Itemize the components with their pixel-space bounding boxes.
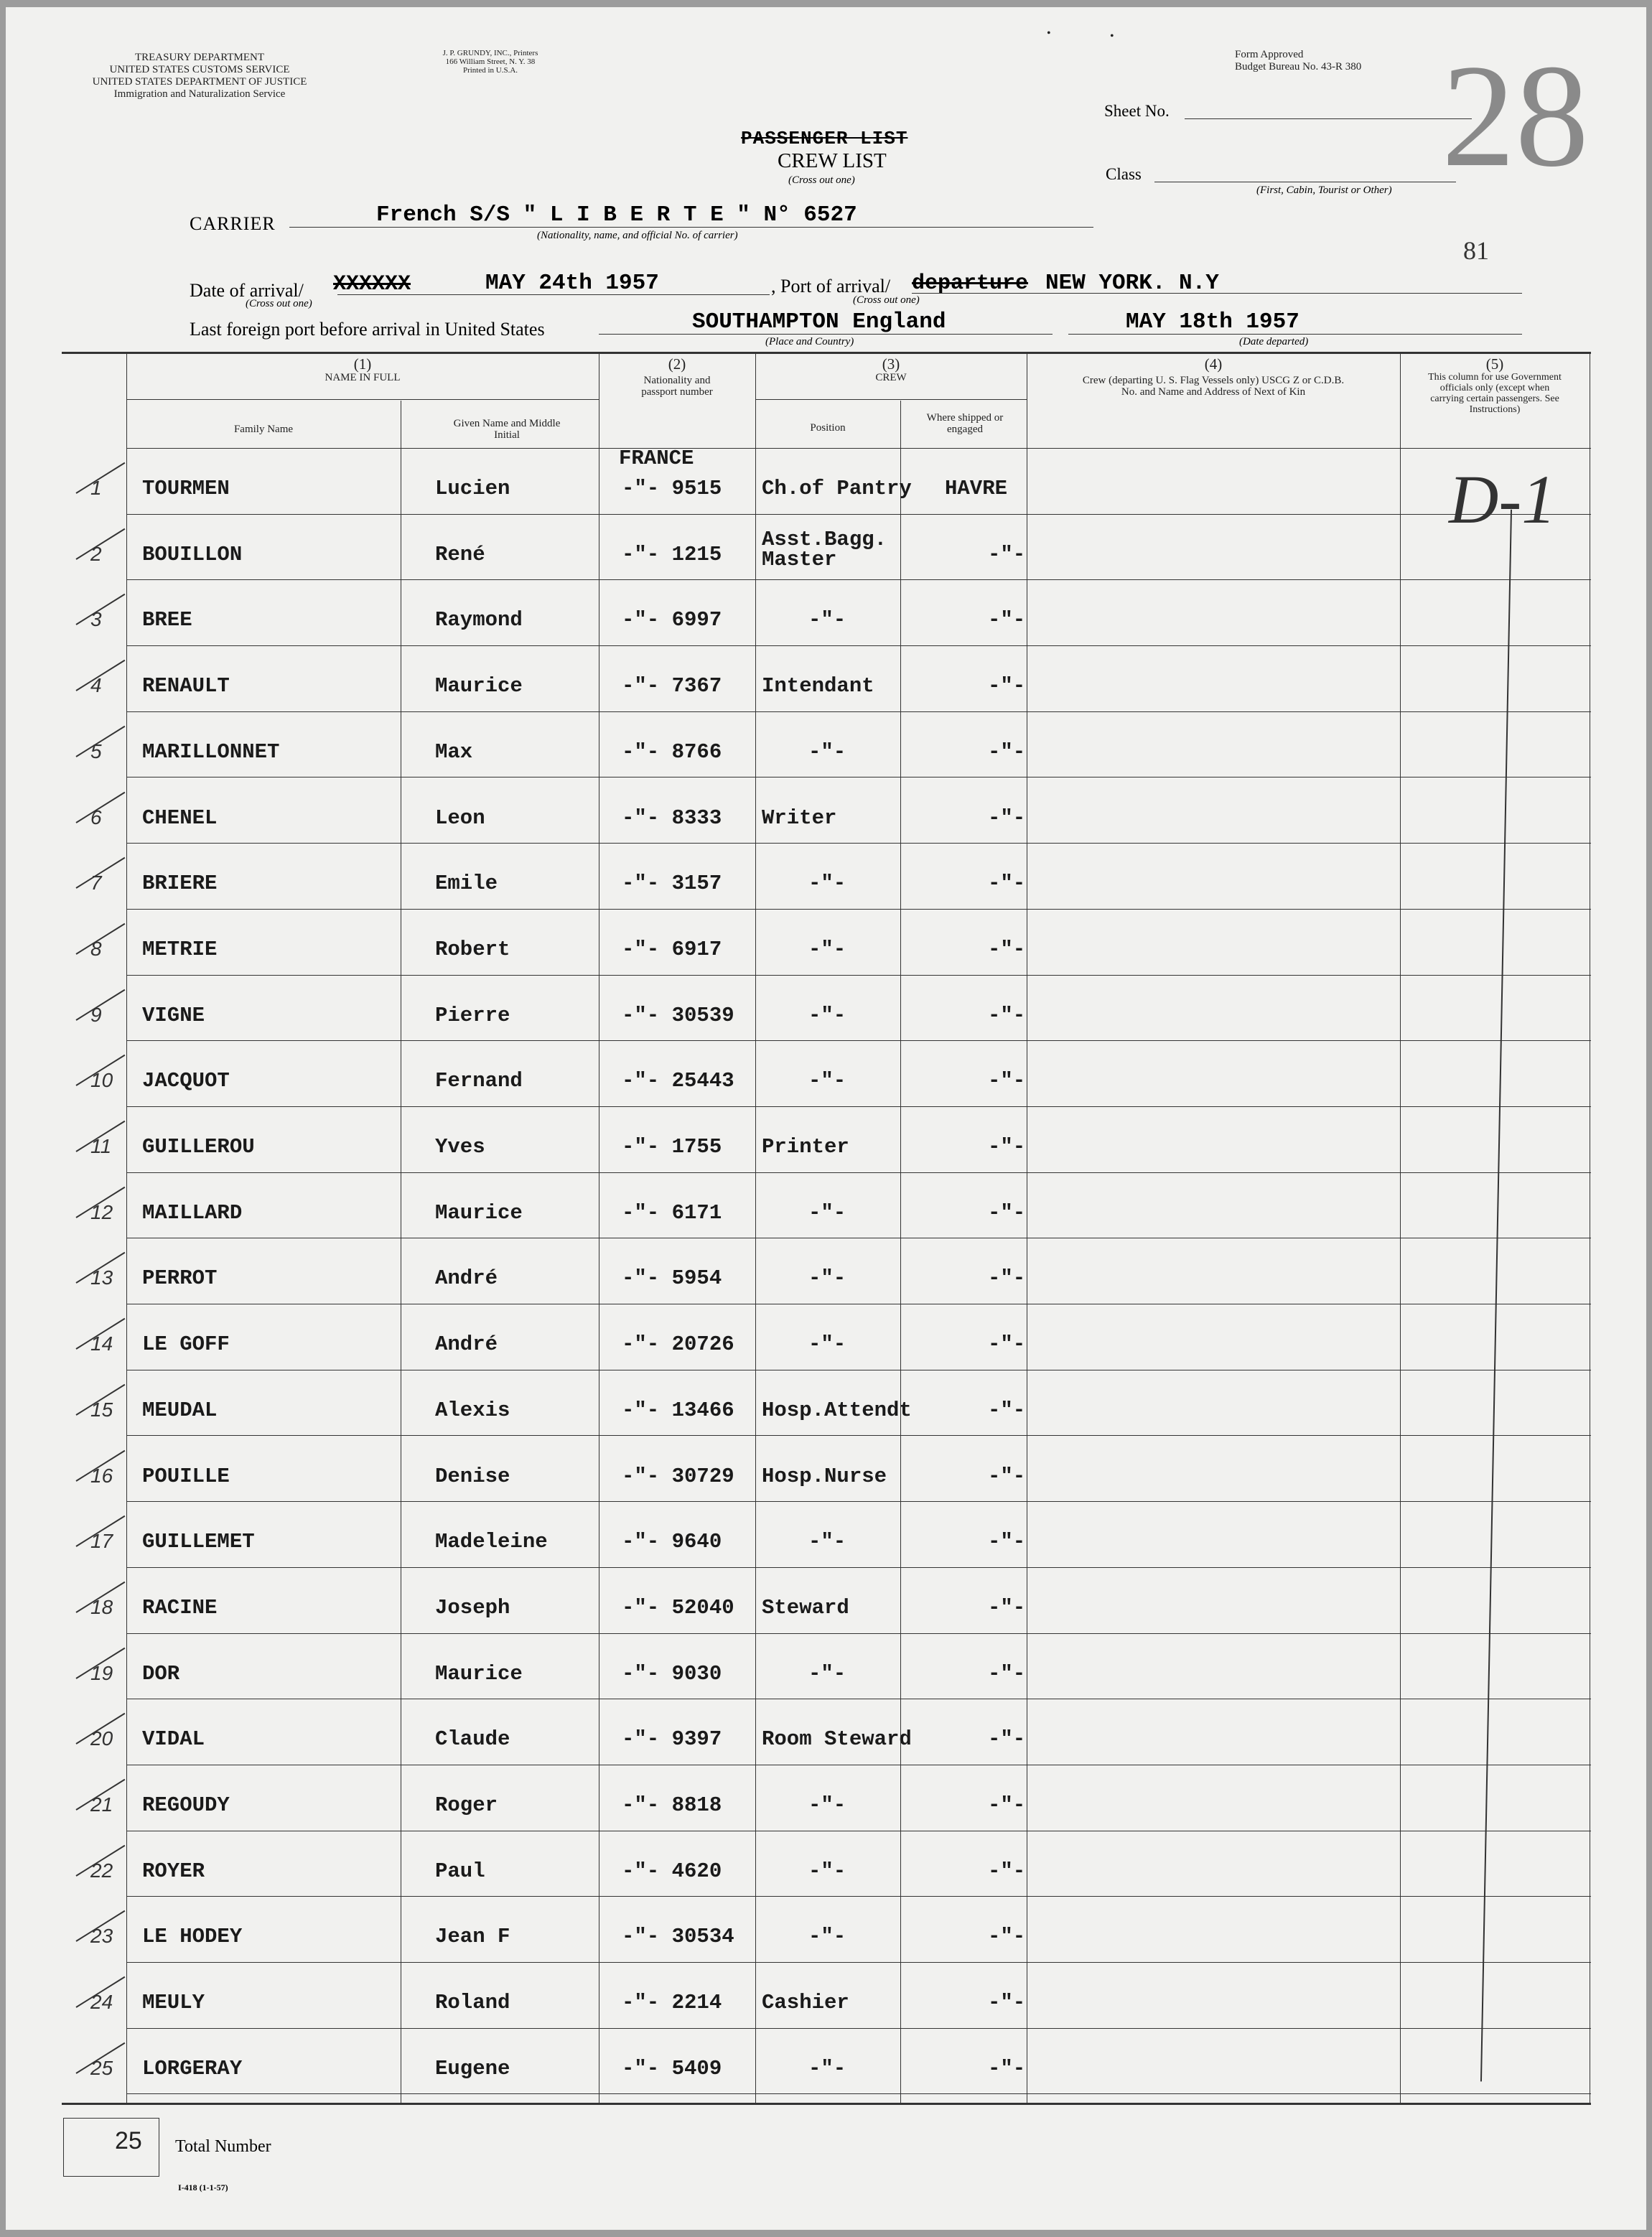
- passport-number: -"- 4620: [622, 1859, 722, 1883]
- table-row: [62, 1896, 1591, 1962]
- passenger-list-struck: PASSENGER LIST: [741, 128, 908, 149]
- table-row: [62, 645, 1591, 711]
- family-name-header: Family Name: [233, 424, 294, 435]
- official-mark: D-1: [1449, 461, 1557, 538]
- dept-line: UNITED STATES CUSTOMS SERVICE: [109, 64, 290, 75]
- passport-number: -"- 1755: [622, 1135, 722, 1159]
- printer-line: 166 William Street, N. Y. 38: [445, 57, 536, 66]
- given-name: Denise: [435, 1464, 510, 1488]
- given-name: Raymond: [435, 608, 523, 632]
- passport-number: -"- 9640: [622, 1530, 722, 1554]
- where-shipped: -"-: [988, 1991, 1026, 2015]
- crew-position: Printer: [762, 1135, 849, 1159]
- family-name: VIGNE: [142, 1003, 205, 1027]
- where-shipped: -"-: [988, 805, 1026, 830]
- given-name: Joseph: [435, 1595, 510, 1620]
- where-shipped: -"-: [988, 1859, 1026, 1883]
- crew-position: Ch.of Pantry: [762, 477, 912, 500]
- passport-number: -"- 9515: [622, 477, 722, 500]
- date-of-arrival-value: MAY 24th 1957: [485, 271, 659, 296]
- crew-position: -"-: [808, 1332, 846, 1357]
- given-name: Eugene: [435, 2056, 510, 2080]
- row-number: 1: [90, 477, 102, 499]
- ink-dot: •: [1047, 27, 1051, 39]
- table-row: [62, 1567, 1591, 1633]
- given-name: Lucien: [435, 477, 510, 500]
- passport-number: -"- 6917: [622, 937, 722, 961]
- crew-position: -"-: [808, 1859, 846, 1883]
- table-row: [62, 1962, 1591, 2028]
- crew-position: Hosp.Nurse: [762, 1464, 887, 1488]
- row-number: 17: [90, 1530, 113, 1553]
- passport-number: -"- 30539: [622, 1003, 734, 1027]
- col4-number: (4): [1204, 355, 1223, 373]
- form-approved-text: Form Approved: [1235, 49, 1304, 60]
- struck-text: departure: [912, 271, 1029, 296]
- family-name: BREE: [142, 608, 192, 632]
- where-shipped: -"-: [988, 1332, 1026, 1357]
- crew-list-document: [6, 7, 1646, 2230]
- family-name: RENAULT: [142, 674, 230, 699]
- class-label: Class: [1106, 165, 1142, 183]
- given-name: Max: [435, 739, 473, 764]
- table-row: [62, 1172, 1591, 1238]
- passport-number: -"- 2214: [622, 1991, 722, 2015]
- given-name: Yves: [435, 1135, 485, 1159]
- passport-number: -"- 20726: [622, 1332, 734, 1357]
- crew-position: -"-: [808, 1793, 846, 1817]
- passport-number: -"- 7367: [622, 674, 722, 699]
- table-bottom-rule: [62, 2103, 1591, 2105]
- given-name: Leon: [435, 805, 485, 830]
- given-name: Paul: [435, 1859, 485, 1883]
- department-header: [34, 52, 365, 101]
- row-number: 14: [90, 1332, 113, 1355]
- date-of-arrival-label: Date of arrival/: [190, 280, 304, 301]
- carrier-caption: (Nationality, name, and official No. of carrier): [537, 230, 738, 241]
- row-number: 3: [90, 608, 102, 631]
- table-row: [62, 1370, 1591, 1436]
- carrier-label: CARRIER: [190, 213, 276, 234]
- col5-title: This column for use Government officials only (except when carrying certain passengers. See Instructions): [1428, 372, 1562, 415]
- where-shipped: -"-: [988, 937, 1026, 961]
- dept-line: TREASURY DEPARTMENT: [134, 52, 265, 63]
- passport-number: -"- 52040: [622, 1595, 734, 1620]
- given-name: Roger: [435, 1793, 498, 1817]
- crew-position: Asst.Bagg. Master: [762, 527, 887, 571]
- family-name: DOR: [142, 1661, 180, 1686]
- table-row: [62, 843, 1591, 909]
- table-row: [62, 1831, 1591, 1897]
- table-row: [62, 1040, 1591, 1106]
- col3-number: (3): [882, 355, 900, 373]
- table-row: [62, 514, 1591, 580]
- where-shipped: -"-: [988, 872, 1026, 896]
- table-row: [62, 1238, 1591, 1304]
- crew-position: -"-: [808, 1661, 846, 1686]
- where-shipped: -"-: [988, 608, 1026, 632]
- family-name: METRIE: [142, 937, 218, 961]
- given-name: Jean F: [435, 1925, 510, 1949]
- sheet-no-underline: [1185, 118, 1472, 119]
- last-foreign-port-value: SOUTHAMPTON England: [692, 309, 946, 335]
- crew-position: Hosp.Attendt: [762, 1398, 912, 1422]
- given-name: Emile: [435, 872, 498, 896]
- crew-position: -"-: [808, 937, 846, 961]
- where-shipped: -"-: [988, 1003, 1026, 1027]
- given-name: Robert: [435, 937, 510, 961]
- col4-header: [1027, 356, 1400, 398]
- where-shipped: -"-: [988, 1266, 1026, 1291]
- last-foreign-port-label: Last foreign port before arrival in United States: [190, 319, 545, 340]
- row-number: 13: [90, 1266, 113, 1289]
- passport-number: -"- 13466: [622, 1398, 734, 1422]
- row-number: 6: [90, 805, 102, 828]
- port-of-arrival-value: NEW YORK. N.Y: [1045, 271, 1219, 296]
- row-number: 22: [90, 1859, 113, 1882]
- where-shipped: -"-: [988, 1530, 1026, 1554]
- col2-header: [599, 356, 755, 398]
- passport-number: -"- 5954: [622, 1266, 722, 1291]
- row-number: 15: [90, 1398, 113, 1421]
- passport-number: -"- 6171: [622, 1200, 722, 1225]
- given-name: Madeleine: [435, 1530, 548, 1554]
- table-row: [62, 711, 1591, 777]
- date-departed-caption: (Date departed): [1239, 336, 1309, 347]
- crew-position: -"-: [808, 1003, 846, 1027]
- table-row: [62, 448, 1591, 514]
- given-name: Fernand: [435, 1069, 523, 1093]
- passport-number: -"- 8818: [622, 1793, 722, 1817]
- where-shipped: -"-: [988, 1661, 1026, 1686]
- col1-title: NAME IN FULL: [325, 372, 401, 383]
- crew-position: -"-: [808, 1266, 846, 1291]
- table-row: [62, 1436, 1591, 1502]
- family-name: VIDAL: [142, 1727, 205, 1752]
- family-name: LORGERAY: [142, 2056, 243, 2080]
- col2-number: (2): [668, 355, 686, 373]
- row-number: 11: [90, 1135, 112, 1157]
- cross-out-caption: (Cross out one): [788, 174, 855, 186]
- table-row: [62, 1633, 1591, 1699]
- passport-number: -"- 9397: [622, 1727, 722, 1752]
- crew-position: -"-: [808, 608, 846, 632]
- position-header: Position: [810, 422, 846, 434]
- where-shipped: -"-: [988, 1793, 1026, 1817]
- row-rule: [126, 2093, 1591, 2094]
- where-shipped: -"-: [988, 1925, 1026, 1949]
- passport-number: -"- 1215: [622, 542, 722, 566]
- col2-title: Nationality and passport number: [641, 375, 713, 398]
- passport-number: -"- 6997: [622, 608, 722, 632]
- row-number: 10: [90, 1069, 113, 1092]
- col3-title: CREW: [875, 372, 907, 383]
- row-number: 9: [90, 1003, 102, 1026]
- row-number: 24: [90, 1991, 113, 2014]
- passport-number: -"- 9030: [622, 1661, 722, 1686]
- given-name: André: [435, 1266, 498, 1291]
- where-shipped: -"-: [988, 1595, 1026, 1620]
- cross-out-caption: (Cross out one): [246, 298, 312, 309]
- passport-number: -"- 3157: [622, 872, 722, 896]
- printer-line: Printed in U.S.A.: [462, 66, 518, 75]
- col1-header: [126, 356, 599, 383]
- row-number: 4: [90, 674, 102, 697]
- passport-number: -"- 8766: [622, 739, 722, 764]
- table-row: [62, 1699, 1591, 1765]
- crew-position: -"-: [808, 872, 846, 896]
- printer-imprint: [393, 49, 587, 75]
- col5-number: (5): [1485, 355, 1504, 373]
- crew-position: -"-: [808, 1069, 846, 1093]
- handwritten-number: 81: [1463, 236, 1489, 265]
- table-row: [62, 975, 1591, 1041]
- row-number: 16: [90, 1464, 113, 1487]
- family-name: PERROT: [142, 1266, 218, 1291]
- place-country-caption: (Place and Country): [765, 336, 854, 347]
- where-shipped: -"-: [988, 1200, 1026, 1225]
- passport-number: -"- 25443: [622, 1069, 734, 1093]
- family-name: LE GOFF: [142, 1332, 230, 1357]
- row-number: 21: [90, 1793, 113, 1816]
- family-name: BRIERE: [142, 872, 218, 896]
- where-shipped: -"-: [988, 1727, 1026, 1752]
- port-of-arrival-label: , Port of arrival/: [771, 276, 891, 296]
- crew-position: Steward: [762, 1595, 849, 1620]
- cross-out-caption: (Cross out one): [853, 294, 920, 306]
- passport-number: -"- 30729: [622, 1464, 734, 1488]
- date-departed-value: MAY 18th 1957: [1126, 309, 1299, 335]
- where-shipped: -"-: [988, 674, 1026, 699]
- table-row: [62, 1106, 1591, 1172]
- where-shipped: -"-: [988, 542, 1026, 566]
- where-shipped: -"-: [988, 2056, 1026, 2080]
- crew-position: Room Steward: [762, 1727, 912, 1752]
- where-shipped: HAVRE: [945, 477, 1008, 500]
- row-number: 19: [90, 1661, 113, 1684]
- family-name: GUILLEMET: [142, 1530, 255, 1554]
- row-number: 5: [90, 739, 102, 762]
- row-number: 25: [90, 2056, 113, 2079]
- family-name: BOUILLON: [142, 542, 243, 566]
- sheet-number-stamp: 28: [1442, 34, 1589, 197]
- family-name: MAILLARD: [142, 1200, 243, 1225]
- where-shipped: -"-: [988, 739, 1026, 764]
- crew-table: [62, 352, 1591, 2105]
- crew-position: -"-: [808, 739, 846, 764]
- table-row: [62, 1765, 1591, 1831]
- table-row: [62, 1304, 1591, 1370]
- given-name-header: Given Name and Middle Initial: [453, 418, 561, 441]
- row-number: 18: [90, 1595, 113, 1618]
- given-name: Maurice: [435, 1661, 523, 1686]
- row-number: 20: [90, 1727, 113, 1750]
- family-name: MARILLONNET: [142, 739, 280, 764]
- crew-position: -"-: [808, 1925, 846, 1949]
- col1-number: (1): [353, 355, 372, 373]
- sheet-no-label: Sheet No.: [1104, 102, 1170, 120]
- row-number: 2: [90, 542, 102, 565]
- header-rule: [755, 399, 1027, 400]
- printer-line: J. P. GRUNDY, INC., Printers: [442, 49, 538, 57]
- ink-dot: •: [1110, 30, 1114, 42]
- family-name: GUILLEROU: [142, 1135, 255, 1159]
- where-shipped: -"-: [988, 1398, 1026, 1422]
- given-name: Maurice: [435, 674, 523, 699]
- given-name: André: [435, 1332, 498, 1357]
- given-name: Pierre: [435, 1003, 510, 1027]
- crew-list-title: CREW LIST: [778, 149, 887, 172]
- table-top-rule: [62, 352, 1591, 354]
- budget-bureau-text: Budget Bureau No. 43-R 380: [1235, 61, 1362, 73]
- family-name: RACINE: [142, 1595, 218, 1620]
- total-box: [63, 2118, 159, 2177]
- struck-text: XXXXXX: [333, 272, 411, 296]
- crew-position: Intendant: [762, 674, 874, 699]
- given-name: Maurice: [435, 1200, 523, 1225]
- where-shipped: -"-: [988, 1135, 1026, 1159]
- table-row: [62, 2028, 1591, 2094]
- form-approval: [1235, 49, 1361, 73]
- col3-header: [755, 356, 1027, 383]
- header-rule: [126, 399, 599, 400]
- where-shipped: -"-: [988, 1069, 1026, 1093]
- family-name: CHENEL: [142, 805, 218, 830]
- col4-title: Crew (departing U. S. Flag Vessels only) USCG Z or C.D.B. No. and Name and Address of Next of Kin: [1082, 375, 1345, 398]
- row-number: 8: [90, 937, 102, 960]
- crew-position: Writer: [762, 805, 837, 830]
- crew-position: Cashier: [762, 1991, 849, 2015]
- dept-line: UNITED STATES DEPARTMENT OF JUSTICE: [92, 76, 307, 88]
- nationality-header: FRANCE: [619, 447, 694, 470]
- family-name: MEULY: [142, 1991, 205, 2015]
- table-row: [62, 1501, 1591, 1567]
- table-row: [62, 909, 1591, 975]
- table-row: [62, 579, 1591, 645]
- passport-number: -"- 8333: [622, 805, 722, 830]
- col5-header: [1400, 356, 1590, 415]
- given-name: Roland: [435, 1991, 510, 2015]
- family-name: POUILLE: [142, 1464, 230, 1488]
- crew-position: -"-: [808, 1200, 846, 1225]
- total-number-label: Total Number: [175, 2137, 271, 2156]
- dept-line: Immigration and Naturalization Service: [113, 88, 286, 100]
- class-caption: (First, Cabin, Tourist or Other): [1256, 185, 1392, 196]
- carrier-value: French S/S " L I B E R T E " N° 6527: [376, 202, 857, 228]
- passport-number: -"- 5409: [622, 2056, 722, 2080]
- form-number: I-418 (1-1-57): [178, 2182, 228, 2192]
- family-name: JACQUOT: [142, 1069, 230, 1093]
- row-number: 7: [90, 872, 102, 895]
- given-name: Claude: [435, 1727, 510, 1752]
- row-number: 23: [90, 1925, 113, 1948]
- crew-position: -"-: [808, 2056, 846, 2080]
- given-name: Alexis: [435, 1398, 510, 1422]
- passport-number: -"- 30534: [622, 1925, 734, 1949]
- table-row: [62, 777, 1591, 844]
- family-name: REGOUDY: [142, 1793, 230, 1817]
- where-shipped: -"-: [988, 1464, 1026, 1488]
- family-name: TOURMEN: [142, 477, 230, 500]
- given-name: René: [435, 542, 485, 566]
- total-number-value: 25: [115, 2127, 142, 2154]
- row-number: 12: [90, 1200, 113, 1223]
- family-name: ROYER: [142, 1859, 205, 1883]
- crew-position: -"-: [808, 1530, 846, 1554]
- where-shipped-header: Where shipped or engaged: [926, 412, 1004, 435]
- family-name: MEUDAL: [142, 1398, 218, 1422]
- family-name: LE HODEY: [142, 1925, 243, 1949]
